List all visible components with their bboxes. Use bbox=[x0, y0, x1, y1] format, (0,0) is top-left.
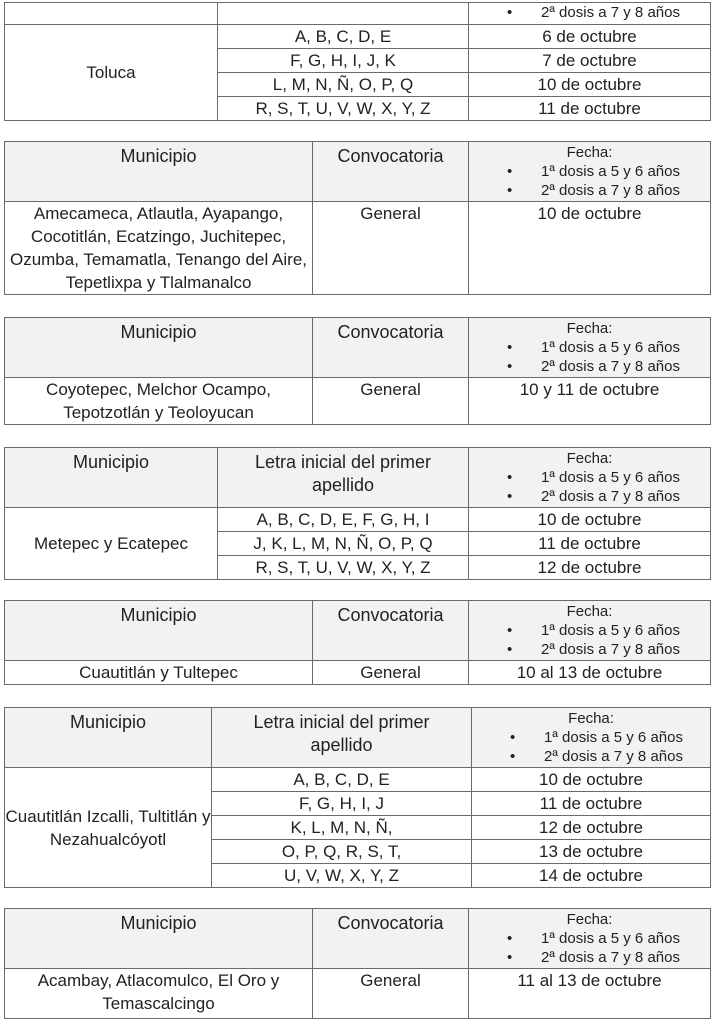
letters-cell: O, P, Q, R, S, T, bbox=[212, 840, 472, 864]
letters-cell: A, B, C, D, E bbox=[212, 768, 472, 792]
dose-1-item: • 1ª dosis a 5 y 6 años bbox=[469, 929, 710, 948]
convocatoria-cell: General bbox=[313, 202, 469, 295]
letters-cell: A, B, C, D, E bbox=[218, 25, 469, 49]
convocatoria-cell: General bbox=[313, 969, 469, 1019]
dose-1-item: • 1ª dosis a 5 y 6 años bbox=[469, 468, 710, 487]
date-cell: 11 de octubre bbox=[469, 532, 711, 556]
schedule-table-3 bbox=[4, 447, 711, 580]
fecha-title: Fecha: bbox=[566, 320, 613, 337]
letters-cell: F, G, H, I, J bbox=[212, 792, 472, 816]
date-cell: 10 de octubre bbox=[472, 768, 711, 792]
dose-2-item: • 2ª dosis a 7 y 8 años bbox=[469, 357, 710, 376]
dose-1-item: • 1ª dosis a 5 y 6 años bbox=[469, 162, 710, 181]
date-cell: 11 al 13 de octubre bbox=[469, 969, 711, 1019]
letters-cell: L, M, N, Ñ, O, P, Q bbox=[218, 73, 469, 97]
municipio-header: Municipio bbox=[5, 909, 313, 969]
convocatoria-cell: General bbox=[313, 661, 469, 685]
dose-1-item: • 1ª dosis a 5 y 6 años bbox=[469, 621, 710, 640]
letters-cell: A, B, C, D, E, F, G, H, I bbox=[218, 508, 469, 532]
dose-1-item: • 1ª dosis a 5 y 6 años bbox=[469, 338, 710, 357]
letters-cell: F, G, H, I, J, K bbox=[218, 49, 469, 73]
dose-2-item: • 2ª dosis a 7 y 8 años bbox=[469, 948, 710, 967]
blank-cell bbox=[5, 3, 218, 25]
schedule-table-4 bbox=[4, 600, 711, 685]
date-cell: 10 de octubre bbox=[469, 508, 711, 532]
date-cell: 11 de octubre bbox=[472, 792, 711, 816]
schedule-table-2 bbox=[4, 317, 711, 425]
fecha-header bbox=[469, 909, 711, 969]
date-header-cell bbox=[469, 3, 711, 25]
fecha-header bbox=[472, 708, 711, 768]
fecha-header bbox=[469, 448, 711, 508]
fecha-header bbox=[469, 318, 711, 378]
date-cell: 12 de octubre bbox=[469, 556, 711, 580]
letra-inicial-header: Letra inicial del primer apellido bbox=[218, 448, 469, 508]
date-cell: 10 de octubre bbox=[469, 202, 711, 295]
letters-cell: K, L, M, N, Ñ, bbox=[212, 816, 472, 840]
letra-inicial-header: Letra inicial del primer apellido bbox=[212, 708, 472, 768]
date-cell: 10 al 13 de octubre bbox=[469, 661, 711, 685]
date-cell: 13 de octubre bbox=[472, 840, 711, 864]
convocatoria-cell: General bbox=[313, 378, 469, 425]
schedule-table-5 bbox=[4, 707, 711, 888]
fecha-title: Fecha: bbox=[568, 710, 614, 727]
municipio-cell: Amecameca, Atlautla, Ayapango, Cocotitlán, Ecatzingo, Juchitepec, Ozumba, Temamatla, Tenango del Aire, Tepetlixpa y Tlalmanalco bbox=[5, 202, 313, 295]
fecha-title: Fecha: bbox=[566, 911, 613, 928]
date-cell: 11 de octubre bbox=[469, 97, 711, 121]
municipio-header: Municipio bbox=[5, 601, 313, 661]
convocatoria-header: Convocatoria bbox=[313, 601, 469, 661]
date-cell: 10 y 11 de octubre bbox=[469, 378, 711, 425]
dose-2-item: • 2ª dosis a 7 y 8 años bbox=[469, 487, 710, 506]
dose-2-item: • 2ª dosis a 7 y 8 años bbox=[469, 3, 710, 22]
municipio-cell: Toluca bbox=[5, 25, 218, 121]
blank-cell bbox=[218, 3, 469, 25]
dose-2-item: • 2ª dosis a 7 y 8 años bbox=[469, 181, 710, 200]
dose-2-item: • 2ª dosis a 7 y 8 años bbox=[469, 640, 710, 659]
convocatoria-header: Convocatoria bbox=[313, 142, 469, 202]
fecha-title: Fecha: bbox=[566, 450, 613, 467]
date-cell: 7 de octubre bbox=[469, 49, 711, 73]
municipio-cell: Coyotepec, Melchor Ocampo, Tepotzotlán y Teoloyucan bbox=[5, 378, 313, 425]
toluca-table bbox=[4, 2, 711, 121]
schedule-table-6 bbox=[4, 908, 711, 1019]
municipio-cell: Metepec y Ecatepec bbox=[5, 508, 218, 580]
fecha-title: Fecha: bbox=[566, 603, 613, 620]
municipio-cell: Acambay, Atlacomulco, El Oro y Temascalcingo bbox=[5, 969, 313, 1019]
municipio-header: Municipio bbox=[5, 708, 212, 768]
letters-cell: R, S, T, U, V, W, X, Y, Z bbox=[218, 97, 469, 121]
date-cell: 12 de octubre bbox=[472, 816, 711, 840]
date-cell: 6 de octubre bbox=[469, 25, 711, 49]
convocatoria-header: Convocatoria bbox=[313, 318, 469, 378]
fecha-header bbox=[469, 142, 711, 202]
letters-cell: U, V, W, X, Y, Z bbox=[212, 864, 472, 888]
convocatoria-header: Convocatoria bbox=[313, 909, 469, 969]
fecha-header bbox=[469, 601, 711, 661]
municipio-header: Municipio bbox=[5, 142, 313, 202]
date-cell: 14 de octubre bbox=[472, 864, 711, 888]
letters-cell: J, K, L, M, N, Ñ, O, P, Q bbox=[218, 532, 469, 556]
fecha-title: Fecha: bbox=[566, 144, 613, 161]
municipio-cell: Cuautitlán y Tultepec bbox=[5, 661, 313, 685]
municipio-header: Municipio bbox=[5, 448, 218, 508]
dose-2-item: • 2ª dosis a 7 y 8 años bbox=[472, 747, 710, 766]
municipio-header: Municipio bbox=[5, 318, 313, 378]
schedule-table-1 bbox=[4, 141, 711, 295]
letters-cell: R, S, T, U, V, W, X, Y, Z bbox=[218, 556, 469, 580]
date-cell: 10 de octubre bbox=[469, 73, 711, 97]
municipio-cell: Cuautitlán Izcalli, Tultitlán y Nezahualcóyotl bbox=[5, 768, 212, 888]
dose-1-item: • 1ª dosis a 5 y 6 años bbox=[472, 728, 710, 747]
